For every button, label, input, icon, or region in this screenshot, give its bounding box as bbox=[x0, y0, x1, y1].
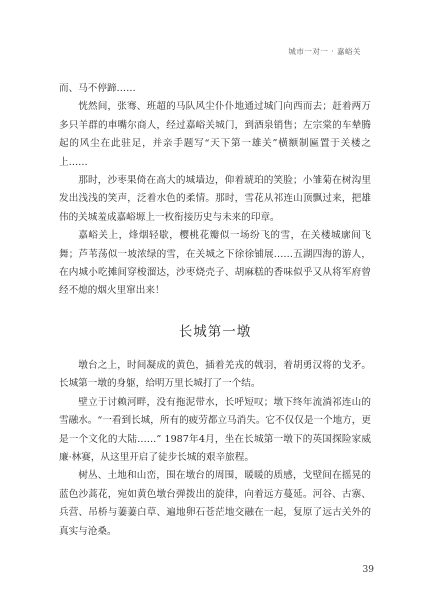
paragraph: 树丛、土地和山峦，围在墩台的周围，暖暖的质感，戈壁间在摇晃的蓝色沙蒿花，宛如黄色墩台弹拨出的旋律，向着远方蔓延。河谷、古寨、兵营、吊桥与萋萋白草、遍地卵石苍茫地交融在一起，复原了远古关外的真实与沧桑。 bbox=[59, 470, 371, 537]
paragraph: 而、马不停蹄…… bbox=[59, 83, 136, 94]
running-header: 城市一对一 · 嘉峪关 bbox=[288, 47, 361, 56]
paragraph: 墩台之上，时间凝成的黄色，插着羌戎的戟羽，着胡勇汉将的戈矛。长城第一墩的身躯，给明万里长城打了一个结。 bbox=[59, 359, 371, 390]
paragraph: 恍然间，张骞、班超的马队风尘仆仆地通过城门向西而去；赶着两万多只羊群的車嘴尔商人，经过嘉峪关城门，到酒泉销售；左宗棠的车辇腾起的风尘在此驻足，并亲手题写“天下第一雄关”横额制匾置于关楼之上…… bbox=[59, 101, 371, 168]
paragraph: 那时，沙枣果倚在高大的城墙边，仰着琥珀的笑脸；小雏菊在树沟里发出浅浅的笑声，泛着水色的柔情。那时，雪花从祁连山顶飘过来，把雄伟的关城羞成嘉峪塬上一枚衔接历史与未来的印章。 bbox=[59, 175, 371, 223]
paragraph: 嘉峪关上，烽烟轻歇，樱桃花瓣似一场纷飞的雪，在关楼城廓间飞舞；芦苇荡似一坡浓绿的雪，在关城之下徐徐铺展……五湖四海的游人，在内城小吃摊间穿梭溜达，沙枣烧壳子、胡麻糕的香味似乎又从将军府曾经不熄的烟火里窜出来！ bbox=[59, 230, 371, 297]
section-title: 长城第一墩 bbox=[178, 323, 252, 340]
page-body bbox=[59, 80, 371, 541]
paragraph: 壁立于讨赖河畔，没有拖泥带水，长呼短叹；墩下终年流淌祁连山的雪融水。“一看到长城，所有的疲劳都立马消失。它不仅仅是一个地方，更是一个文化的大陆……” 1987年4月，坐在长城第一墩下的英国探险家威廉·林赛，从这里开启了徒步长城的艰辛旅程。 bbox=[59, 396, 371, 463]
page-number: 39 bbox=[362, 565, 374, 575]
